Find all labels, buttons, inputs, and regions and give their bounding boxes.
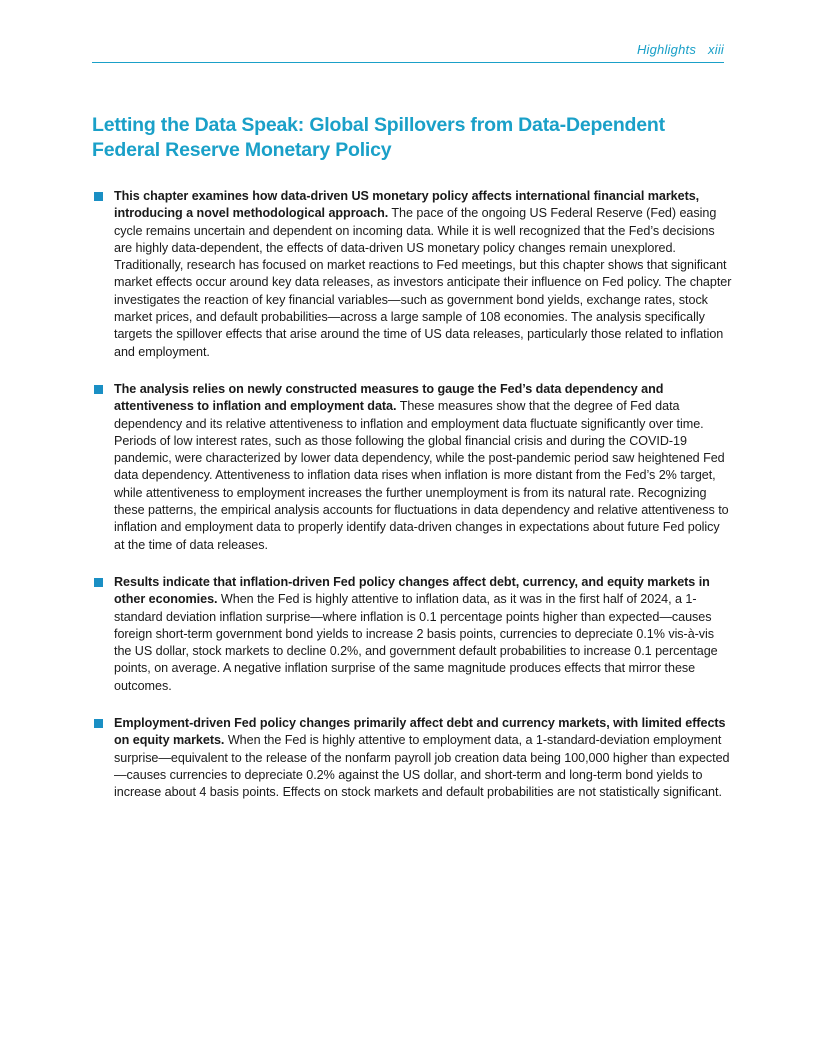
highlights-list (92, 188, 732, 822)
square-bullet-icon (94, 385, 103, 394)
highlight-body: When the Fed is highly attentive to employment data, a 1-standard-deviation employment surprise—equivalent to the release of the nonfarm payroll job creation data being 100,000 higher than expected—causes currencies to depreciate 0.2% against the US dollar, and short-term and long-term bond yields to increase about 4 basis points. Effects on stock markets and default probabilities are not statistically significant. (114, 733, 730, 800)
page-number: xiii (708, 42, 724, 57)
highlight-lead: The analysis relies on newly constructed measures to gauge the Fed’s data dependency and attentiveness to inflation and employment data. (114, 381, 664, 414)
highlight-item (92, 574, 732, 695)
square-bullet-icon (94, 578, 103, 587)
square-bullet-icon (94, 192, 103, 201)
highlight-item (92, 188, 732, 361)
square-bullet-icon (94, 719, 103, 728)
highlight-item (92, 381, 732, 554)
highlight-body: When the Fed is highly attentive to inflation data, as it was in the first half of 2024, a 1-standard deviation inflation surprise—where inflation is 0.1 percentage points higher than expected—causes foreign short-term government bond yields to increase 2 basis points, currencies to depreciate 0.1% vis-à-vis the US dollar, stock markets to decline 0.2%, and government default probabilities to increase 0.1 percentage points, on average. A negative inflation surprise of the same magnitude produces effects that mirror these outcomes. (114, 592, 718, 693)
header-rule (92, 62, 724, 63)
highlight-body: The pace of the ongoing US Federal Reserve (Fed) easing cycle remains uncertain and dependent on incoming data. While it is well recognized that the Fed’s decisions are highly data-dependent, the effects of data-driven US monetary policy changes remain unexplored. Traditionally, research has focused on market reactions to Fed meetings, but this chapter shows that significant market effects occur around key data releases, as investors anticipate their influence on Fed policy. The chapter investigates the reaction of key financial variables—such as government bond yields, exchange rates, stock market prices, and default probabilities—across a large sample of 108 economies. The analysis specifically targets the spillover effects that arise around the time of US data releases, particularly those related to inflation and employment. (114, 206, 732, 359)
highlight-item (92, 715, 732, 801)
running-header (637, 42, 724, 57)
section-label: Highlights (636, 42, 697, 57)
highlight-lead: Results indicate that inflation-driven Fed policy changes affect debt, currency, and equity markets in other economies. (114, 574, 710, 607)
highlight-body: These measures show that the degree of Fed data dependency and its relative attentiveness to inflation and employment data fluctuate significantly over time. Periods of low interest rates, such as those following the global financial crisis and during the COVID-19 pandemic, were characterized by lower data dependency, while the post-pandemic period saw heightened Fed data dependency. Attentiveness to inflation data rises when inflation is more distant from the Fed’s 2% target, while attentiveness to employment increases the further unemployment is from its natural rate. Recognizing these patterns, the empirical analysis accounts for fluctuations in data dependency and relative attentiveness to inflation and employment data to properly identify data-driven changes in expectations about future Fed policy at the time of data releases. (114, 399, 729, 552)
highlight-lead: Employment-driven Fed policy changes primarily affect debt and currency markets, with limited effects on equity markets. (114, 716, 726, 748)
chapter-title: Letting the Data Speak: Global Spillovers from Data-Dependent Federal Reserve Monetary Policy (92, 114, 665, 161)
highlight-lead: This chapter examines how data-driven US monetary policy affects international financial markets, introducing a novel methodological approach. (114, 189, 700, 221)
